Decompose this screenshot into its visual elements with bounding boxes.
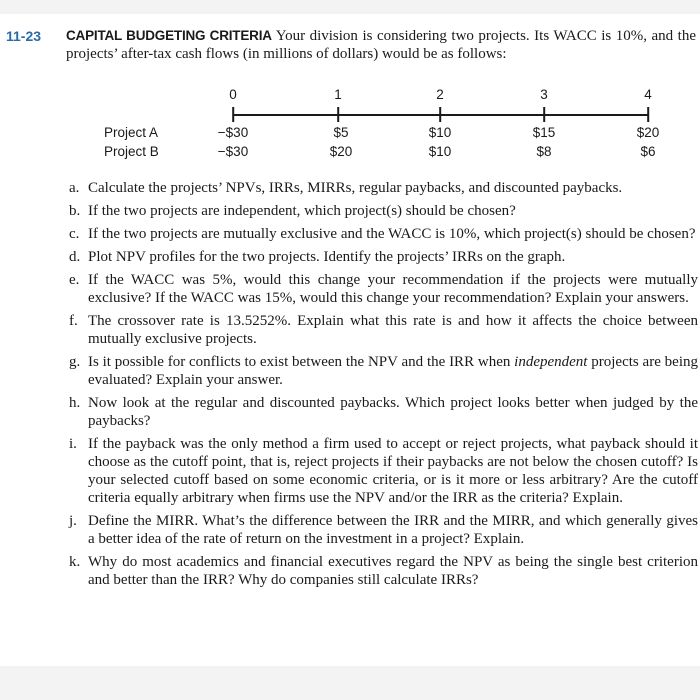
question-item	[66, 553, 698, 589]
timeline-tick	[647, 107, 649, 122]
question-text-emphasis: independent	[514, 354, 588, 370]
question-letter: b.	[69, 203, 81, 219]
problem-heading: CAPITAL BUDGETING CRITERIA	[66, 28, 272, 43]
question-item	[66, 394, 698, 430]
question-item	[66, 353, 698, 389]
question-text: Plot NPV profiles for the two projects. Identify the projects’ IRRs on the graph.	[88, 249, 566, 265]
project-a-cash-flow: $20	[636, 125, 660, 140]
question-letter: f.	[69, 313, 78, 329]
project-b-cash-flow: $6	[640, 144, 656, 159]
question-item	[66, 248, 698, 266]
project-a-label: Project A	[104, 125, 159, 140]
question-text: If the WACC was 5%, would this change your recommendation if the projects were mutually exclusive? If the WACC was 15%, would this change your recommendation? Explain your answers.	[88, 272, 698, 306]
question-text: Why do most academics and financial executives regard the NPV as being the single best criterion and better than the IRR? Why do companies still calculate IRRs?	[88, 554, 698, 588]
project-b-cash-flow: $20	[329, 144, 353, 159]
period-label: 0	[229, 87, 237, 102]
project-a-cash-flow: $15	[532, 125, 556, 140]
question-text: If the two projects are independent, which project(s) should be chosen?	[88, 203, 516, 219]
question-text-before: Is it possible for conflicts to exist between the NPV and the IRR when	[88, 354, 515, 370]
question-list	[66, 179, 698, 594]
project-b-cash-flow: $10	[428, 144, 452, 159]
question-letter: k.	[69, 554, 81, 570]
textbook-page	[0, 14, 700, 666]
problem-number: 11-23	[6, 28, 42, 44]
cash-flow-timeline	[0, 14, 700, 184]
question-letter: a.	[69, 180, 80, 196]
question-item	[66, 435, 698, 507]
question-text: The crossover rate is 13.5252%. Explain what this rate is and how it affects the choice between mutually exclusive projects.	[88, 313, 698, 347]
question-letter: e.	[69, 272, 80, 288]
question-text-after: projects are being evaluated? Explain your answer.	[88, 354, 698, 388]
question-letter: j.	[69, 513, 77, 529]
project-b-cash-flow: −$30	[217, 144, 249, 159]
problem-intro-text: Your division is considering two projects. Its WACC is 10%, and the projects’ after-tax cash flows (in millions of dollars) would be as follows:	[66, 28, 696, 62]
period-label: 1	[334, 87, 342, 102]
period-label: 2	[436, 87, 444, 102]
timeline-tick	[543, 107, 545, 122]
question-letter: d.	[69, 249, 81, 265]
period-label: 3	[540, 87, 548, 102]
question-item	[66, 312, 698, 348]
project-b-label: Project B	[104, 144, 159, 159]
question-text: Define the MIRR. What’s the difference between the IRR and the MIRR, and which generally gives a better idea of the rate of return on the investment in a project? Explain.	[88, 513, 698, 547]
question-letter: c.	[69, 226, 80, 242]
question-item	[66, 179, 698, 197]
timeline-tick	[337, 107, 339, 122]
question-item	[66, 512, 698, 548]
question-text: If the two projects are mutually exclusive and the WACC is 10%, which project(s) should be chosen?	[88, 226, 696, 242]
question-item	[66, 225, 698, 243]
project-a-cash-flow: $5	[333, 125, 349, 140]
timeline-tick	[232, 107, 234, 122]
question-text: Now look at the regular and discounted paybacks. Which project looks better when judged by the paybacks?	[88, 395, 698, 429]
project-a-cash-flow: −$30	[217, 125, 249, 140]
question-letter: i.	[69, 436, 77, 452]
question-item	[66, 202, 698, 220]
question-letter: h.	[69, 395, 81, 411]
timeline-tick	[439, 107, 441, 122]
question-text: If the payback was the only method a firm used to accept or reject projects, what payback should it choose as the cutoff point, that is, reject projects if their paybacks are not below the chosen cutoff? Is your selected cutoff based on some economic criteria, or is it more or less arbitrary? Are the cutoff criteria equally arbitrary when firms use the NPV and/or the IRR as the criteria? Explain.	[88, 436, 698, 506]
question-text: Calculate the projects’ NPVs, IRRs, MIRRs, regular paybacks, and discounted paybacks.	[88, 180, 623, 196]
project-a-cash-flow: $10	[428, 125, 452, 140]
project-b-cash-flow: $8	[536, 144, 552, 159]
period-label: 4	[644, 87, 652, 102]
question-letter: g.	[69, 354, 81, 370]
timeline-axis	[233, 114, 649, 116]
question-item	[66, 271, 698, 307]
